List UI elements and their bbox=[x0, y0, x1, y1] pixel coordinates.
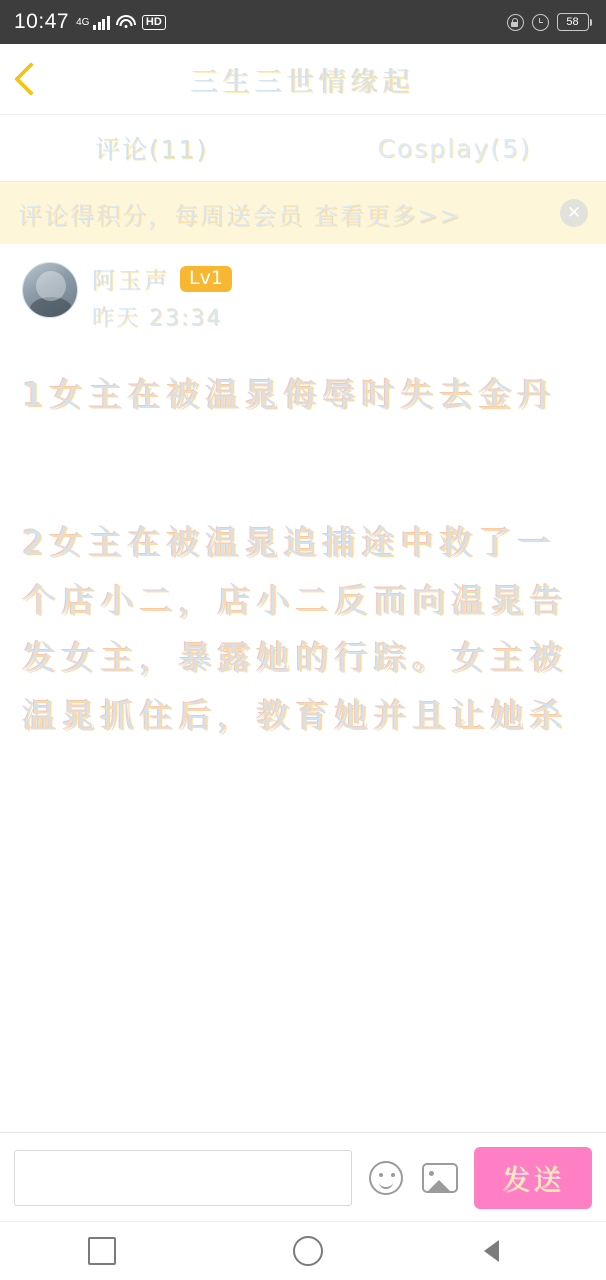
tab-bar bbox=[0, 115, 606, 182]
smiley-icon bbox=[369, 1161, 403, 1195]
promo-banner[interactable] bbox=[0, 182, 606, 244]
level-badge: Lv1 bbox=[180, 266, 232, 292]
comment-list[interactable] bbox=[0, 242, 606, 1132]
battery-indicator bbox=[557, 13, 593, 31]
comment-timestamp: 昨天 23:34 bbox=[92, 306, 223, 331]
user-name[interactable]: 阿玉声 bbox=[92, 268, 170, 294]
comment-body bbox=[22, 366, 584, 745]
send-button[interactable]: 发送 bbox=[474, 1147, 592, 1209]
wifi-icon bbox=[117, 15, 135, 29]
comment-meta bbox=[92, 262, 232, 332]
emoji-button[interactable] bbox=[366, 1158, 406, 1198]
comment-item bbox=[0, 242, 606, 745]
app-header bbox=[0, 44, 606, 115]
battery-level-label: 58 bbox=[557, 13, 589, 31]
comment-user-row bbox=[92, 262, 232, 295]
status-clock: 10:47 bbox=[14, 10, 70, 33]
battery-cap-icon bbox=[590, 19, 593, 26]
image-button[interactable] bbox=[420, 1158, 460, 1198]
home-circle-icon[interactable] bbox=[293, 1236, 323, 1266]
comment-header bbox=[22, 262, 584, 332]
promo-text: 评论得积分，每周送会员 查看更多>> bbox=[18, 201, 462, 230]
hd-icon: HD bbox=[142, 15, 166, 30]
signal-bars-icon bbox=[93, 14, 110, 30]
tab-cosplay[interactable]: Cosplay(5) bbox=[377, 133, 532, 163]
comment-input-bar bbox=[0, 1132, 606, 1222]
back-chevron-icon bbox=[14, 62, 48, 96]
system-nav-bar bbox=[0, 1221, 606, 1280]
back-button[interactable] bbox=[0, 44, 56, 114]
status-bar-right bbox=[507, 13, 593, 31]
back-triangle-icon[interactable] bbox=[500, 1237, 518, 1265]
status-bar bbox=[0, 0, 606, 44]
comment-input[interactable] bbox=[14, 1150, 352, 1206]
avatar[interactable] bbox=[22, 262, 78, 318]
close-icon[interactable]: ✕ bbox=[560, 199, 588, 227]
status-bar-left bbox=[14, 10, 166, 34]
image-picker-icon bbox=[422, 1163, 458, 1193]
alarm-clock-icon bbox=[532, 14, 549, 31]
comment-paragraph-1: 1女主在被温晁侮辱时失去金丹 bbox=[22, 375, 556, 414]
rotation-lock-icon bbox=[507, 14, 524, 31]
recents-square-icon[interactable] bbox=[88, 1237, 116, 1265]
comment-paragraph-2: 2女主在被温晁追捕途中救了一个店小二，店小二反而向温晁告发女主，暴露她的行踪。女主被温晁抓住后，教育她并且让她杀 bbox=[22, 522, 568, 735]
network-type-label: 4G bbox=[76, 16, 90, 28]
page-title: 三生三世情缘起 bbox=[191, 66, 415, 98]
tab-comments[interactable]: 评论(11) bbox=[94, 135, 209, 164]
